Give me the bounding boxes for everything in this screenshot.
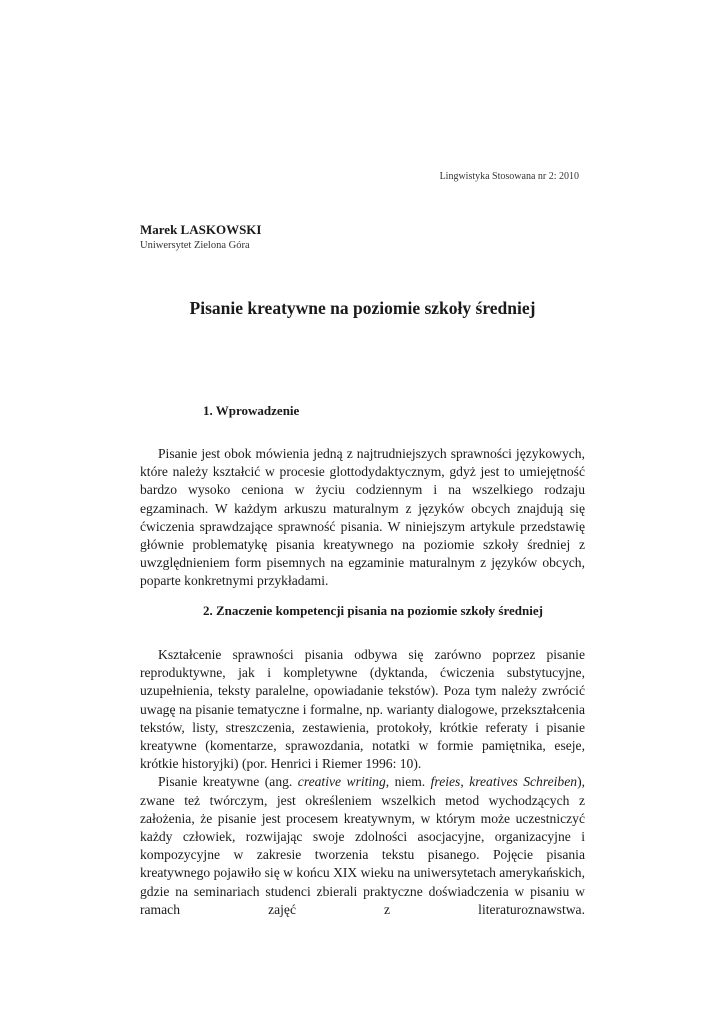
section-introduction-body — [140, 445, 585, 591]
text-run: ), zwane też twórczym, jest określeniem wszelkich metod wychodzących z założenia, że pisanie jest procesem kreatywnym, w którym może uczestniczyć każdy człowiek, rozwijając swoje zdolności asocjacyjne, organizacyjne i kompozycyjne w zakresie tworzenia tekstu pisanego. Pojęcie pisania kreatywnego pojawiło się w końcu XIX wieku na uniwersytetach amerykańskich, gdzie na seminariach studenci zbierali praktyczne doświadczenia w pisaniu w ramach zajęć z literaturoznawstwa. — [140, 774, 585, 917]
text-run: , — [460, 774, 470, 790]
term-german-2: kreatives Schreiben — [469, 774, 578, 790]
paper-title: Pisanie kreatywne na poziomie szkoły średniej — [189, 298, 536, 318]
section-writing-competence-body — [140, 646, 585, 919]
text-run: Pisanie kreatywne (ang. — [158, 774, 298, 790]
term-german-1: freies — [430, 774, 461, 790]
term-english: creative writing — [297, 774, 386, 790]
running-head: Lingwistyka Stosowana nr 2: 2010 — [439, 171, 579, 182]
paragraph: Kształcenie sprawności pisania odbywa się zarówno poprzez pisanie reproduktywne, jak i kompletywne (dyktanda, ćwiczenia substytucyjne, uzupełnienia, teksty paralelne, opowiadanie tekstów). Poza tym należy zwrócić uwagę na pisanie tematyczne i formalne, np. warianty dialogowe, przekształcenia tekstów, listy, streszczenia, zestawienia, protokoły, krótkie referaty i pisanie kreatywne (komentarze, sprawozdania, notatki w formie pamiętnika, eseje, krótkie historyjki) (por. Henrici i Riemer 1996: 10). — [140, 647, 585, 772]
paragraph — [140, 773, 585, 919]
author-affiliation: Uniwersytet Zielona Góra — [140, 240, 250, 251]
section-heading-introduction: 1. Wprowadzenie — [203, 403, 300, 418]
section-heading-writing-competence: 2. Znaczenie kompetencji pisania na poziomie szkoły średniej — [203, 603, 543, 618]
author-name: Marek LASKOWSKI — [140, 222, 262, 237]
text-run: , niem. — [385, 774, 431, 790]
paragraph: Pisanie jest obok mówienia jedną z najtrudniejszych sprawności językowych, które należy kształcić w procesie glottodydaktycznym, gdyż jest to umiejętność bardzo wysoko ceniona w życiu codziennym i na wszelkiego rodzaju egzaminach. W każdym arkuszu maturalnym z języków obcych znajdują się ćwiczenia sprawdzające sprawność pisania. W niniejszym artykule przedstawię głównie problematykę pisania kreatywnego na poziomie szkoły średniej z uwzględnieniem form pisemnych na egzaminie maturalnym z języków obcych, poparte konkretnymi przykładami. — [140, 446, 585, 589]
